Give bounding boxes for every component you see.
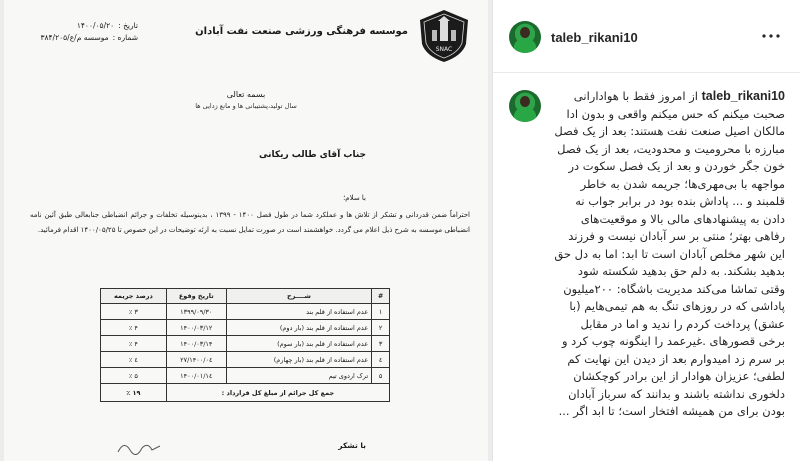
row-description: عدم استفاده از قلم بند (بار دوم) bbox=[226, 320, 371, 336]
date-value: ۱۴۰۰/۰۵/۲۰ bbox=[76, 21, 115, 30]
table-header-row bbox=[101, 289, 390, 304]
row-percent: ۵ ٪ bbox=[101, 368, 167, 384]
row-date: ۱۴۰۰/۰٤/۲۷ bbox=[166, 352, 226, 368]
table-header: شــــرح bbox=[226, 289, 371, 304]
table-row bbox=[101, 320, 390, 336]
row-description: ترک اردوی تیم bbox=[226, 368, 371, 384]
caption-text: از امروز فقط با هوادارانی صحبت میکنم که حس میکنم واقعی و بدون ادا مالکان اصیل صنعت نفت هستند: بعد از یک فصل مبارزه با محرومیت و محدودیت، بعد از یک فصل خون جگر خوردن و بعد از یک فصل سکوت در مواجهه با بی‌مهری‌ها؛ جریمه شدن به خاطر قلمبند و ... پاداش بنده بود در برابر جواب نه دادن به پیشنهادهای مالی بالا و موقعیت‌های رفاهی بهتر؛ منتی بر سر آبادان نیست و فرزند این شهر مخلص آبادان است تا ابد: اما به دل حق بدهید بشکند. به دلم حق بدهید شکسته شود وقتی تماشا می‌کند مدیریت باشگاه: ۲۰۰میلیون پاداشی که در روزهای تنگ به هم تیمی‌هایم (با عشق) پرداخت کردم را ندید و اما در مقابل برخی قصورهای .غیرعمد را اینگونه چوب کرد و بر سرم زد امیدوارم بعد از دیدن این نهایت کم لطفی؛ عزیزان هوادار از این برادر کوچکشان دلخوری نداشته باشند و بدانند که سرباز آبادان بودن برای من همیشه افتخار است؛ تا ابد اگر ... bbox=[554, 89, 785, 418]
letter-heading: بسمه تعالی bbox=[226, 90, 266, 99]
letter-greeting: با سلام؛ bbox=[343, 194, 366, 202]
total-label: جمع کل جرائم از مبلغ کل قرارداد : bbox=[166, 384, 389, 402]
caption-username[interactable]: taleb_rikani10 bbox=[701, 89, 785, 103]
row-description: عدم استفاده از قلم بند (بار سوم) bbox=[226, 336, 371, 352]
row-number: ۲ bbox=[372, 320, 390, 336]
table-total-row bbox=[101, 384, 390, 402]
table-row bbox=[101, 336, 390, 352]
number-value: موسسه م/ع/۳۸۴/۲۰۵ bbox=[40, 33, 109, 42]
row-percent: ۳ ٪ bbox=[101, 304, 167, 320]
club-logo-icon bbox=[416, 8, 472, 64]
row-percent: ۴ ٪ bbox=[101, 320, 167, 336]
letter-meta bbox=[18, 20, 138, 44]
row-percent: ۴ ٪ bbox=[101, 336, 167, 352]
signature-icon bbox=[114, 436, 164, 458]
logo-text: SNAC bbox=[435, 46, 453, 53]
row-percent: ٤ ٪ bbox=[101, 352, 167, 368]
table-row bbox=[101, 304, 390, 320]
date-row bbox=[18, 20, 138, 32]
row-date: ۱۴۰۰/۰۳/۱۲ bbox=[166, 320, 226, 336]
table-header: # bbox=[372, 289, 390, 304]
caption-area bbox=[493, 74, 800, 461]
date-label: تاریخ : bbox=[118, 21, 138, 30]
avatar[interactable] bbox=[509, 21, 541, 53]
total-value: ۱۹ ٪ bbox=[101, 384, 167, 402]
table-header: درصد جریمه bbox=[101, 289, 167, 304]
letter-paper bbox=[4, 0, 488, 461]
row-number: ۵ bbox=[372, 368, 390, 384]
row-description: عدم استفاده از قلم بند bbox=[226, 304, 371, 320]
letter-recipient: جناب آقای طالب ریکانی bbox=[258, 150, 366, 160]
header-username[interactable]: taleb_rikani10 bbox=[551, 30, 638, 45]
row-date: ۱۴۰۰/۰۳/۱۴ bbox=[166, 336, 226, 352]
post-header bbox=[493, 0, 800, 73]
table-header: تاریخ وقوع bbox=[166, 289, 226, 304]
row-number: ٤ bbox=[372, 352, 390, 368]
table-row bbox=[101, 368, 390, 384]
fines-table bbox=[100, 288, 390, 402]
row-number: ۱ bbox=[372, 304, 390, 320]
letter-body: احتراماً ضمن قدردانی و تشکر از تلاش ها و عملکرد شما در طول فصل ۱۴۰۰ - ۱۳۹۹ ، بدینوسیله تخلفات و جرائم انضباطی جنابعالی طبق آئین نامه انضباطی موسسه به شرح ذیل اعلام می گردد. خواهشمند است در صورت تمایل نسبت به ارئه توضیحات در این خصوص تا ۱۴۰۰/۰۵/۲۵ اقدام فرمائید. bbox=[30, 211, 471, 234]
number-label: شماره : bbox=[112, 33, 138, 42]
row-date: ۱۳۹۹/۰۹/۳۰ bbox=[166, 304, 226, 320]
caption-avatar[interactable] bbox=[509, 90, 541, 122]
row-description: عدم استفاده از قلم بند (بار چهارم) bbox=[226, 352, 371, 368]
post-caption bbox=[551, 88, 785, 421]
row-date: ۱۴۰۰/۰۱/۱٤ bbox=[166, 368, 226, 384]
more-options-icon[interactable] bbox=[759, 24, 783, 48]
letter-motto: سال تولید،پشتیبانی ها و مانع زدایی ها bbox=[195, 102, 297, 110]
number-row bbox=[18, 32, 138, 44]
table-row bbox=[101, 352, 390, 368]
post-sidebar bbox=[492, 0, 800, 461]
row-number: ۳ bbox=[372, 336, 390, 352]
organization-title: موسسه فرهنگی ورزشی صنعت نفت آبادان bbox=[195, 26, 408, 37]
letter-signoff: با تشکر bbox=[338, 441, 366, 450]
